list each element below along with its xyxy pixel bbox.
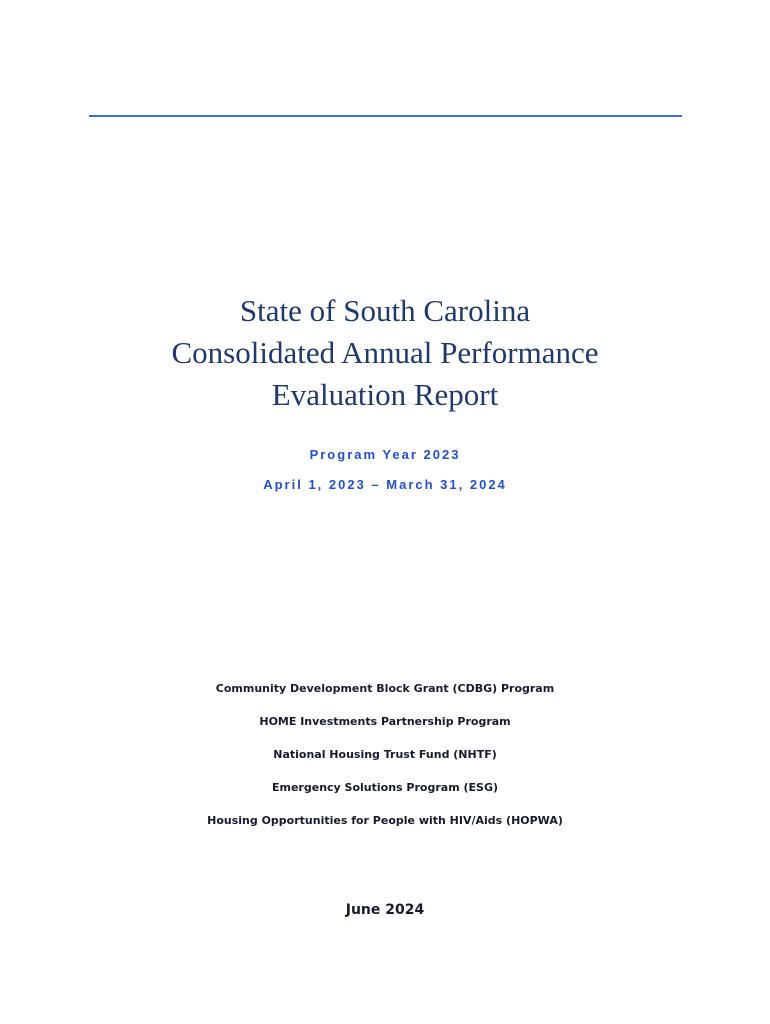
program-item-nhtf: National Housing Trust Fund (NHTF) — [273, 748, 497, 761]
title-line-3: Evaluation Report — [271, 377, 499, 412]
program-year: Program Year 2023 — [309, 447, 461, 462]
report-date: June 2024 — [345, 902, 425, 918]
program-item-cdbg: Community Development Block Grant (CDBG) Program — [215, 682, 555, 695]
date-range: April 1, 2023 – March 31, 2024 — [263, 477, 507, 492]
title-line-1: State of South Carolina — [239, 293, 531, 328]
program-item-esg: Emergency Solutions Program (ESG) — [272, 781, 498, 794]
title-line-2: Consolidated Annual Performance — [171, 335, 599, 370]
report-title — [0, 290, 770, 416]
header-rule — [89, 115, 682, 117]
program-item-home: HOME Investments Partnership Program — [259, 715, 511, 728]
program-list — [0, 681, 770, 846]
program-item-hopwa: Housing Opportunities for People with HIV/Aids (HOPWA) — [207, 814, 563, 827]
